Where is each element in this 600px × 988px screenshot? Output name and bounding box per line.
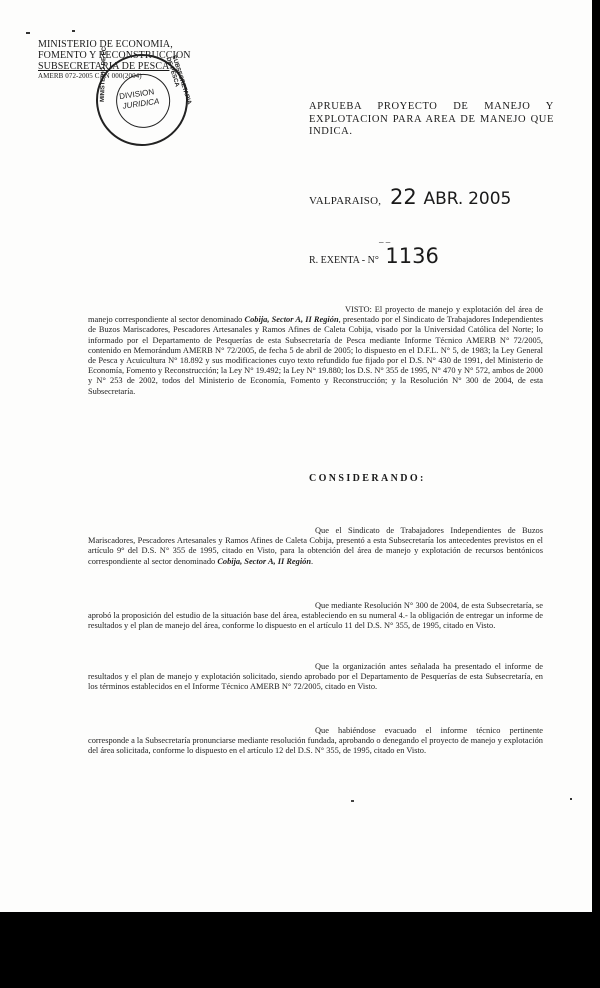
- considerando-paragraph-2: [88, 601, 543, 632]
- date-year: 2005: [468, 189, 512, 209]
- considerando-3-text: Que la organización antes señalada ha presentado el informe de resultados y el plan de manejo y explotación solicitado, siendo aprobado por el Departamento de Pesquerías de esta Subsecretaría, en los términos establecidos en el Informe Técnico AMERB N° 72/2005, citado en Visto.: [88, 662, 543, 692]
- place-and-date: [309, 185, 569, 209]
- considerando-4-text: Que habiéndose evacuado el informe técnico pertinente corresponde a la Subsecretaría pronunciarse mediante resolución fundada, aprobando o denegando el proyecto de manejo y explotación del área solicitada, conforme lo dispuesto en el artículo 12 del D.S. N° 355, de 1995, citado en Visto.: [88, 726, 543, 756]
- scan-background-bottom: [0, 912, 600, 988]
- header-line-ministry: MINISTERIO DE ECONOMIA,: [38, 39, 173, 50]
- resolution-number-value: 1136: [385, 244, 439, 268]
- considerando-paragraph-3: [88, 662, 543, 693]
- considerando-heading: CONSIDERANDO:: [309, 473, 426, 484]
- visto-text-1: El proyecto de manejo y explotación del área de manejo correspondiente al sector denominado: [88, 305, 543, 325]
- city-label: VALPARAISO,: [309, 195, 382, 207]
- scan-speck: [351, 800, 354, 802]
- official-seal-stamp: [90, 48, 194, 152]
- seal-ring-text-left: MINISTERIO DE EC: [99, 46, 108, 103]
- header-line-subsecretaria: SUBSECRETARIA DE PESCA: [38, 61, 170, 72]
- considerando-1-end: .: [311, 556, 314, 566]
- seal-ring-text-right: SUBSECRETARIA DE PESCA: [164, 54, 192, 106]
- seal-center-text-1: DIVISION: [118, 87, 155, 102]
- date-day: 22: [389, 185, 417, 209]
- considerando-2-text: Que mediante Resolución N° 300 de 2004, de esta Subsecretaría, se aprobó la proposición del estudio de la situación base del área, estableciendo en su numeral 4.- la obligación de entregar un informe de resultados y el plan de manejo del área, conforme lo dispuesto en el artículo 11 del D.S. N° 355, de 1995, citado en Visto.: [88, 601, 543, 631]
- scan-edge-right: [592, 0, 600, 912]
- resolution-subject: APRUEBA PROYECTO DE MANEJO Y EXPLOTACION PARA AREA DE MANEJO QUE INDICA.: [309, 101, 554, 137]
- scan-speck: [570, 798, 572, 800]
- considerando-paragraph-1: [88, 526, 543, 567]
- visto-paragraph: [88, 305, 543, 397]
- scan-speck: [26, 32, 30, 34]
- date-month: ABR.: [423, 189, 464, 209]
- considerando-1-text: Que el Sindicato de Trabajadores Independientes de Buzos Mariscadores, Pescadores Artesanales y Ramos Afines de Caleta Cobija, presentó a esta Subsecretaría los antecedentes previstos en el artículo 9° del D.S. N° 355 de 1995, citado en Visto, para la obtención del área de manejo y explotación de recursos bentónicos correspondiente al sector denominado: [88, 526, 543, 566]
- header-line-reference: AMERB 072-2005 CAN 000(2004): [38, 72, 142, 80]
- considerando-1-sector-name: Cobija, Sector A, II Región: [217, 556, 311, 566]
- resolution-label: R. EXENTA - N°: [309, 255, 379, 266]
- considerando-paragraph-4: [88, 726, 543, 757]
- visto-text-2: , presentado por el Sindicato de Trabajadores Independientes de Buzos Mariscadores, Pescadores Artesanales y Ramos Afines de Caleta Cobija, visado por la Universidad Católica del Norte; lo informado por el Departamento de Pesquerías de esta Subsecretaría de Pesca mediante Informe Técnico AMERB N° 72/2005, contenido en Memorándum AMERB N° 72/2005, de fecha 5 de abril de 2005; lo dispuesto en el D.F.L. N° 5, de 1983; la Ley General de Pesca y Acuicultura N° 18.892 y sus modificaciones cuyo texto refundido fue fijado por el D.S. N° 430 de 1991, del Ministerio de Economía, Fomento y Reconstrucción; la Ley N° 19.492; la Ley N° 19.880; los D.S. N° 355 de 1995, N° 470 y N° 572, ambos de 2000 y N° 253 de 2002, todos del Ministerio de Economía, Fomento y Reconstrucción; y la Resolución N° 300 de 2004, de esta Subsecretaría.: [88, 315, 544, 396]
- seal-center-text-2: JURIDICA: [122, 96, 160, 111]
- resolution-number: [309, 244, 439, 268]
- scan-speck: [72, 30, 75, 32]
- handwritten-mark: – –: [379, 237, 391, 247]
- visto-sector-name: Cobija, Sector A, II Región: [244, 315, 339, 325]
- header-line-fomento: FOMENTO Y RECONSTRUCCION: [38, 50, 191, 61]
- visto-lead: VISTO:: [345, 305, 372, 314]
